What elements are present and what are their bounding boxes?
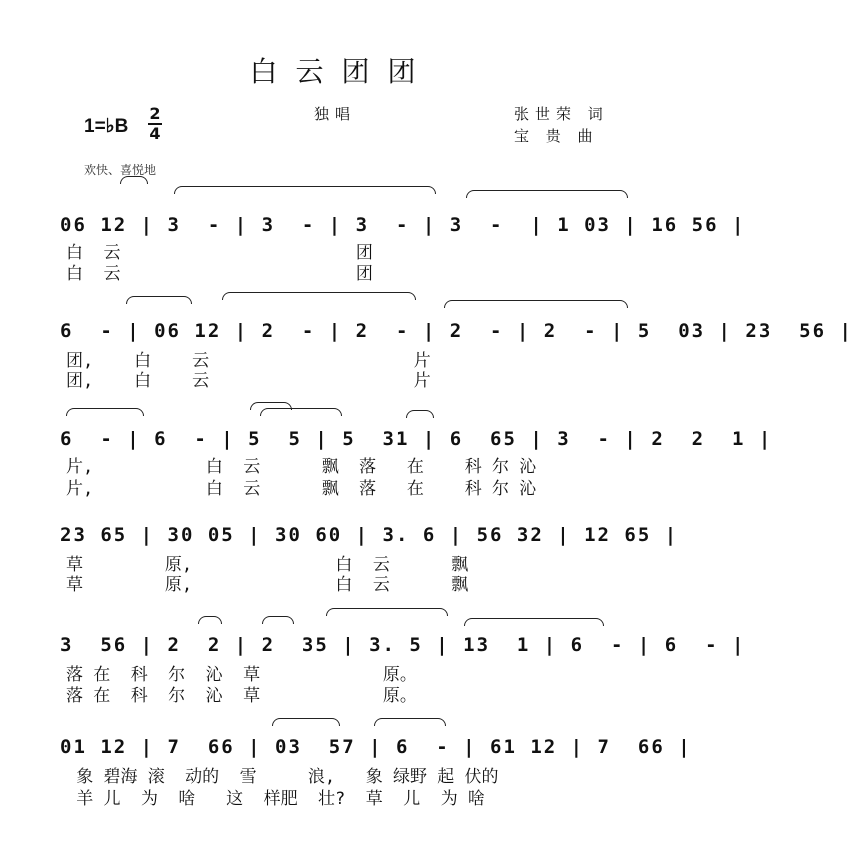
slur: [262, 616, 294, 624]
slur: [120, 176, 148, 184]
notation-row-3: 6 - | 6 - | 5 5 | 5 31 | 6 65 | 3 - | 2 2 1 |: [60, 428, 773, 450]
notation-row-1: 06 12 | 3 - | 3 - | 3 - | 3 - | 1 03 | 16 56 |: [60, 214, 746, 236]
notation-row-4: 23 65 | 30 05 | 30 60 | 3. 6 | 56 32 | 12 65 |: [60, 524, 679, 546]
lyric-row-6-verse-1: 象 碧海 滚 动的 雪 浪, 象 绿野 起 伏的: [66, 767, 499, 787]
time-signature-bottom: 4: [149, 124, 161, 143]
tie: [464, 618, 604, 626]
lyricist-credit: 张世荣 词: [514, 105, 609, 123]
slur: [466, 190, 628, 198]
lyric-row-1-verse-1: 白 云 团: [66, 243, 373, 263]
composer-credit: 宝 贵 曲: [514, 127, 599, 145]
tempo-marking: 欢快、喜悦地: [84, 163, 157, 177]
slur: [326, 608, 448, 616]
lyric-row-5-verse-2: 落 在 科 尔 沁 草 原。: [66, 686, 417, 706]
slur: [406, 410, 434, 418]
slur: [198, 616, 222, 624]
slur: [444, 300, 628, 308]
lyric-row-6-verse-2: 羊 儿 为 啥 这 样肥 壮? 草 儿 为 啥: [66, 789, 485, 809]
lyric-row-4-verse-2: 草 原, 白 云 飘: [66, 575, 469, 595]
tie: [66, 408, 144, 416]
slur: [126, 296, 192, 304]
lyric-row-4-verse-1: 草 原, 白 云 飘: [66, 555, 469, 575]
tie: [222, 292, 416, 300]
time-signature: [148, 106, 162, 142]
lyric-row-2-verse-1: 团, 白 云 片: [66, 351, 431, 371]
lyric-row-2-verse-2: 团, 白 云 片: [66, 371, 431, 391]
tie: [174, 186, 436, 194]
song-title: 白云团团: [249, 55, 434, 88]
notation-row-5: 3 56 | 2 2 | 2 35 | 3. 5 | 13 1 | 6 - | 6 - |: [60, 634, 746, 656]
slur: [260, 408, 342, 416]
slur: [374, 718, 446, 726]
notation-row-2: 6 - | 06 12 | 2 - | 2 - | 2 - | 2 - | 5 03 | 23 56 |: [60, 320, 853, 342]
lyric-row-1-verse-2: 白 云 团: [66, 264, 373, 284]
lyric-row-3-verse-1: 片, 白 云 飘 落 在 科 尔 沁: [66, 457, 537, 477]
slur: [272, 718, 340, 726]
lyric-row-5-verse-1: 落 在 科 尔 沁 草 原。: [66, 665, 417, 685]
key-signature: 1=♭B: [84, 116, 129, 137]
notation-row-6: 01 12 | 7 66 | 03 57 | 6 - | 61 12 | 7 66 |: [60, 736, 692, 758]
time-signature-top: 2: [149, 104, 161, 123]
lyric-row-3-verse-2: 片, 白 云 飘 落 在 科 尔 沁: [66, 479, 537, 499]
performance-type: 独唱: [314, 105, 357, 123]
